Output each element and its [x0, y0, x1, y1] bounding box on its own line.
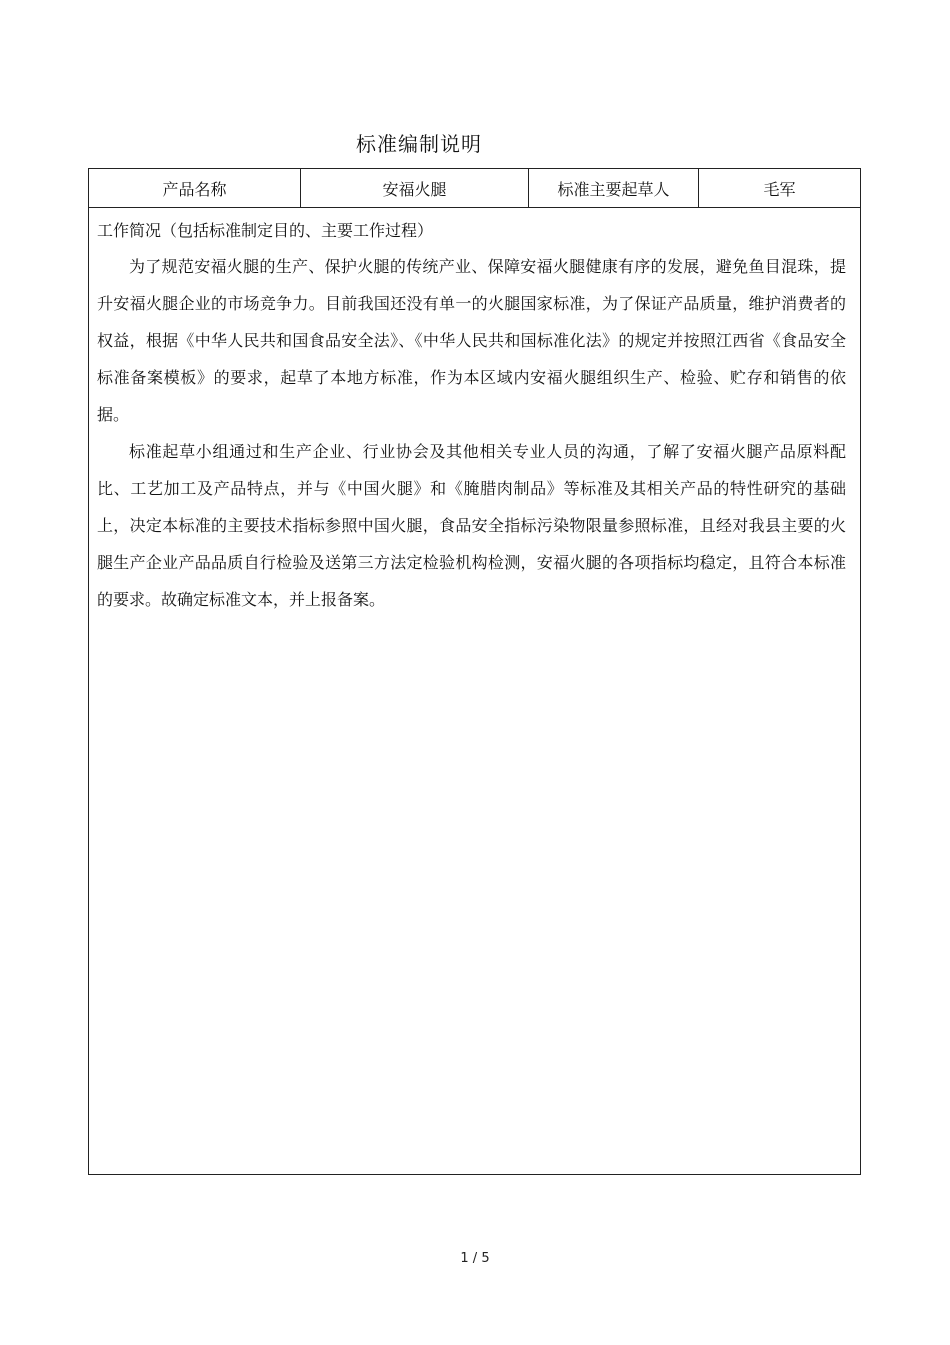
document-title: 标准编制说明 — [356, 132, 482, 156]
product-name-label: 产品名称 — [89, 169, 301, 207]
standard-form — [88, 168, 861, 1175]
section-heading: 工作简况（包括标准制定目的、主要工作过程） — [97, 221, 434, 240]
paragraph-purpose: 为了规范安福火腿的生产、保护火腿的传统产业、保障安福火腿健康有序的发展，避免鱼目混珠，提升安福火腿企业的市场竞争力。目前我国还没有单一的火腿国家标准，为了保证产品质量，维护消费者的权益，根据《中华人民共和国食品安全法》、《中华人民共和国标准化法》的规定并按照江西省《食品安全标准备案模板》的要求，起草了本地方标准，作为本区域内安福火腿组织生产、检验、贮存和销售的依据。 — [97, 257, 846, 424]
work-summary-section — [89, 208, 860, 618]
product-name-value: 安福火腿 — [301, 169, 529, 207]
form-header-row — [89, 169, 860, 208]
drafter-label: 标准主要起草人 — [529, 169, 699, 207]
drafter-value: 毛军 — [763, 179, 796, 199]
paragraph-process: 标准起草小组通过和生产企业、行业协会及其他相关专业人员的沟通，了解了安福火腿产品原料配比、工艺加工及产品特点，并与《中国火腿》和《腌腊肉制品》等标准及其相关产品的特性研究的基础上，决定本标准的主要技术指标参照中国火腿，食品安全指标污染物限量参照标准，且经对我县主要的火腿生产企业产品品质自行检验及送第三方法定检验机构检测，安福火腿的各项指标均稳定，且符合本标准的要求。故确定标准文本，并上报备案。 — [97, 442, 846, 609]
page-number: 1 / 5 — [460, 1251, 490, 1266]
